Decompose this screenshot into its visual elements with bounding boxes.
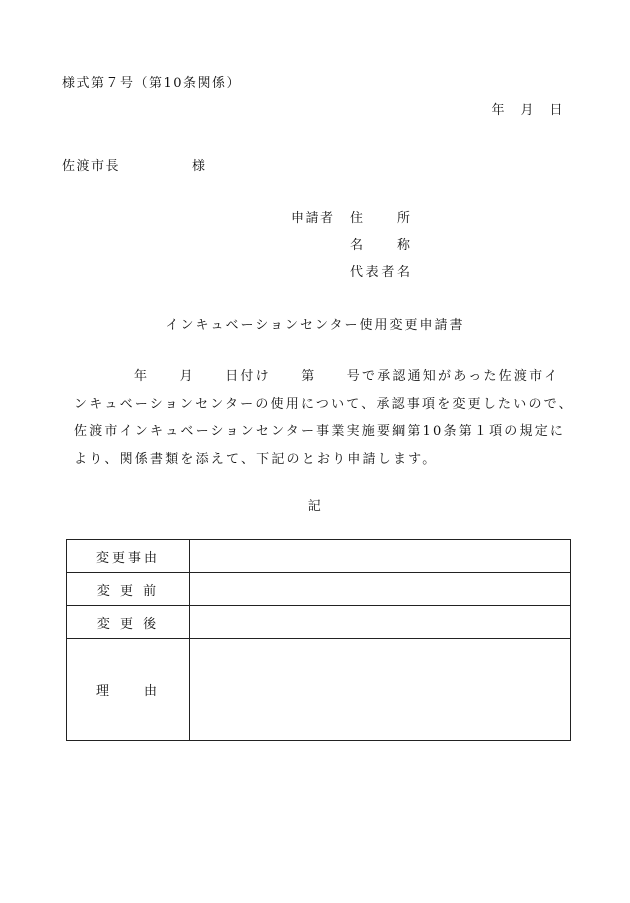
row-value[interactable] xyxy=(190,540,571,573)
name-label: 名称 xyxy=(350,238,410,253)
row-value[interactable] xyxy=(190,639,571,741)
address-label: 住所 xyxy=(350,211,410,226)
row-label: 理 由 xyxy=(67,639,190,741)
change-table xyxy=(66,539,571,741)
row-label: 変 更 前 xyxy=(67,573,190,606)
body-paragraph xyxy=(74,363,574,473)
addressee-name: 佐渡市長 xyxy=(62,159,121,174)
row-label: 変更事由 xyxy=(67,540,190,573)
table-row xyxy=(67,573,571,606)
table-row xyxy=(67,606,571,639)
table-row xyxy=(67,540,571,573)
addressee-honorific: 様 xyxy=(192,159,207,174)
body-text: 年 月 日付け 第 号で承認通知があった佐渡市インキュベーションセンターの使用について、承認事項を変更したいので、佐渡市インキュベーションセンター事業実施要綱第10条第１項の規定により、関係書類を添えて、下記のとおり申請します。 xyxy=(74,369,574,467)
row-value[interactable] xyxy=(190,573,571,606)
addressee xyxy=(62,155,207,174)
form-number: 様式第７号（第10条関係） xyxy=(62,76,242,91)
representative-label: 代表者名 xyxy=(350,265,410,280)
row-label: 変 更 後 xyxy=(67,606,190,639)
ki-heading: 記 xyxy=(307,499,323,514)
table-row xyxy=(67,639,571,741)
date-line: 年 月 日 xyxy=(491,103,564,118)
applicant-label: 申請者 xyxy=(291,211,335,226)
row-value[interactable] xyxy=(190,606,571,639)
document-title: インキュベーションセンター使用変更申請書 xyxy=(165,318,465,333)
